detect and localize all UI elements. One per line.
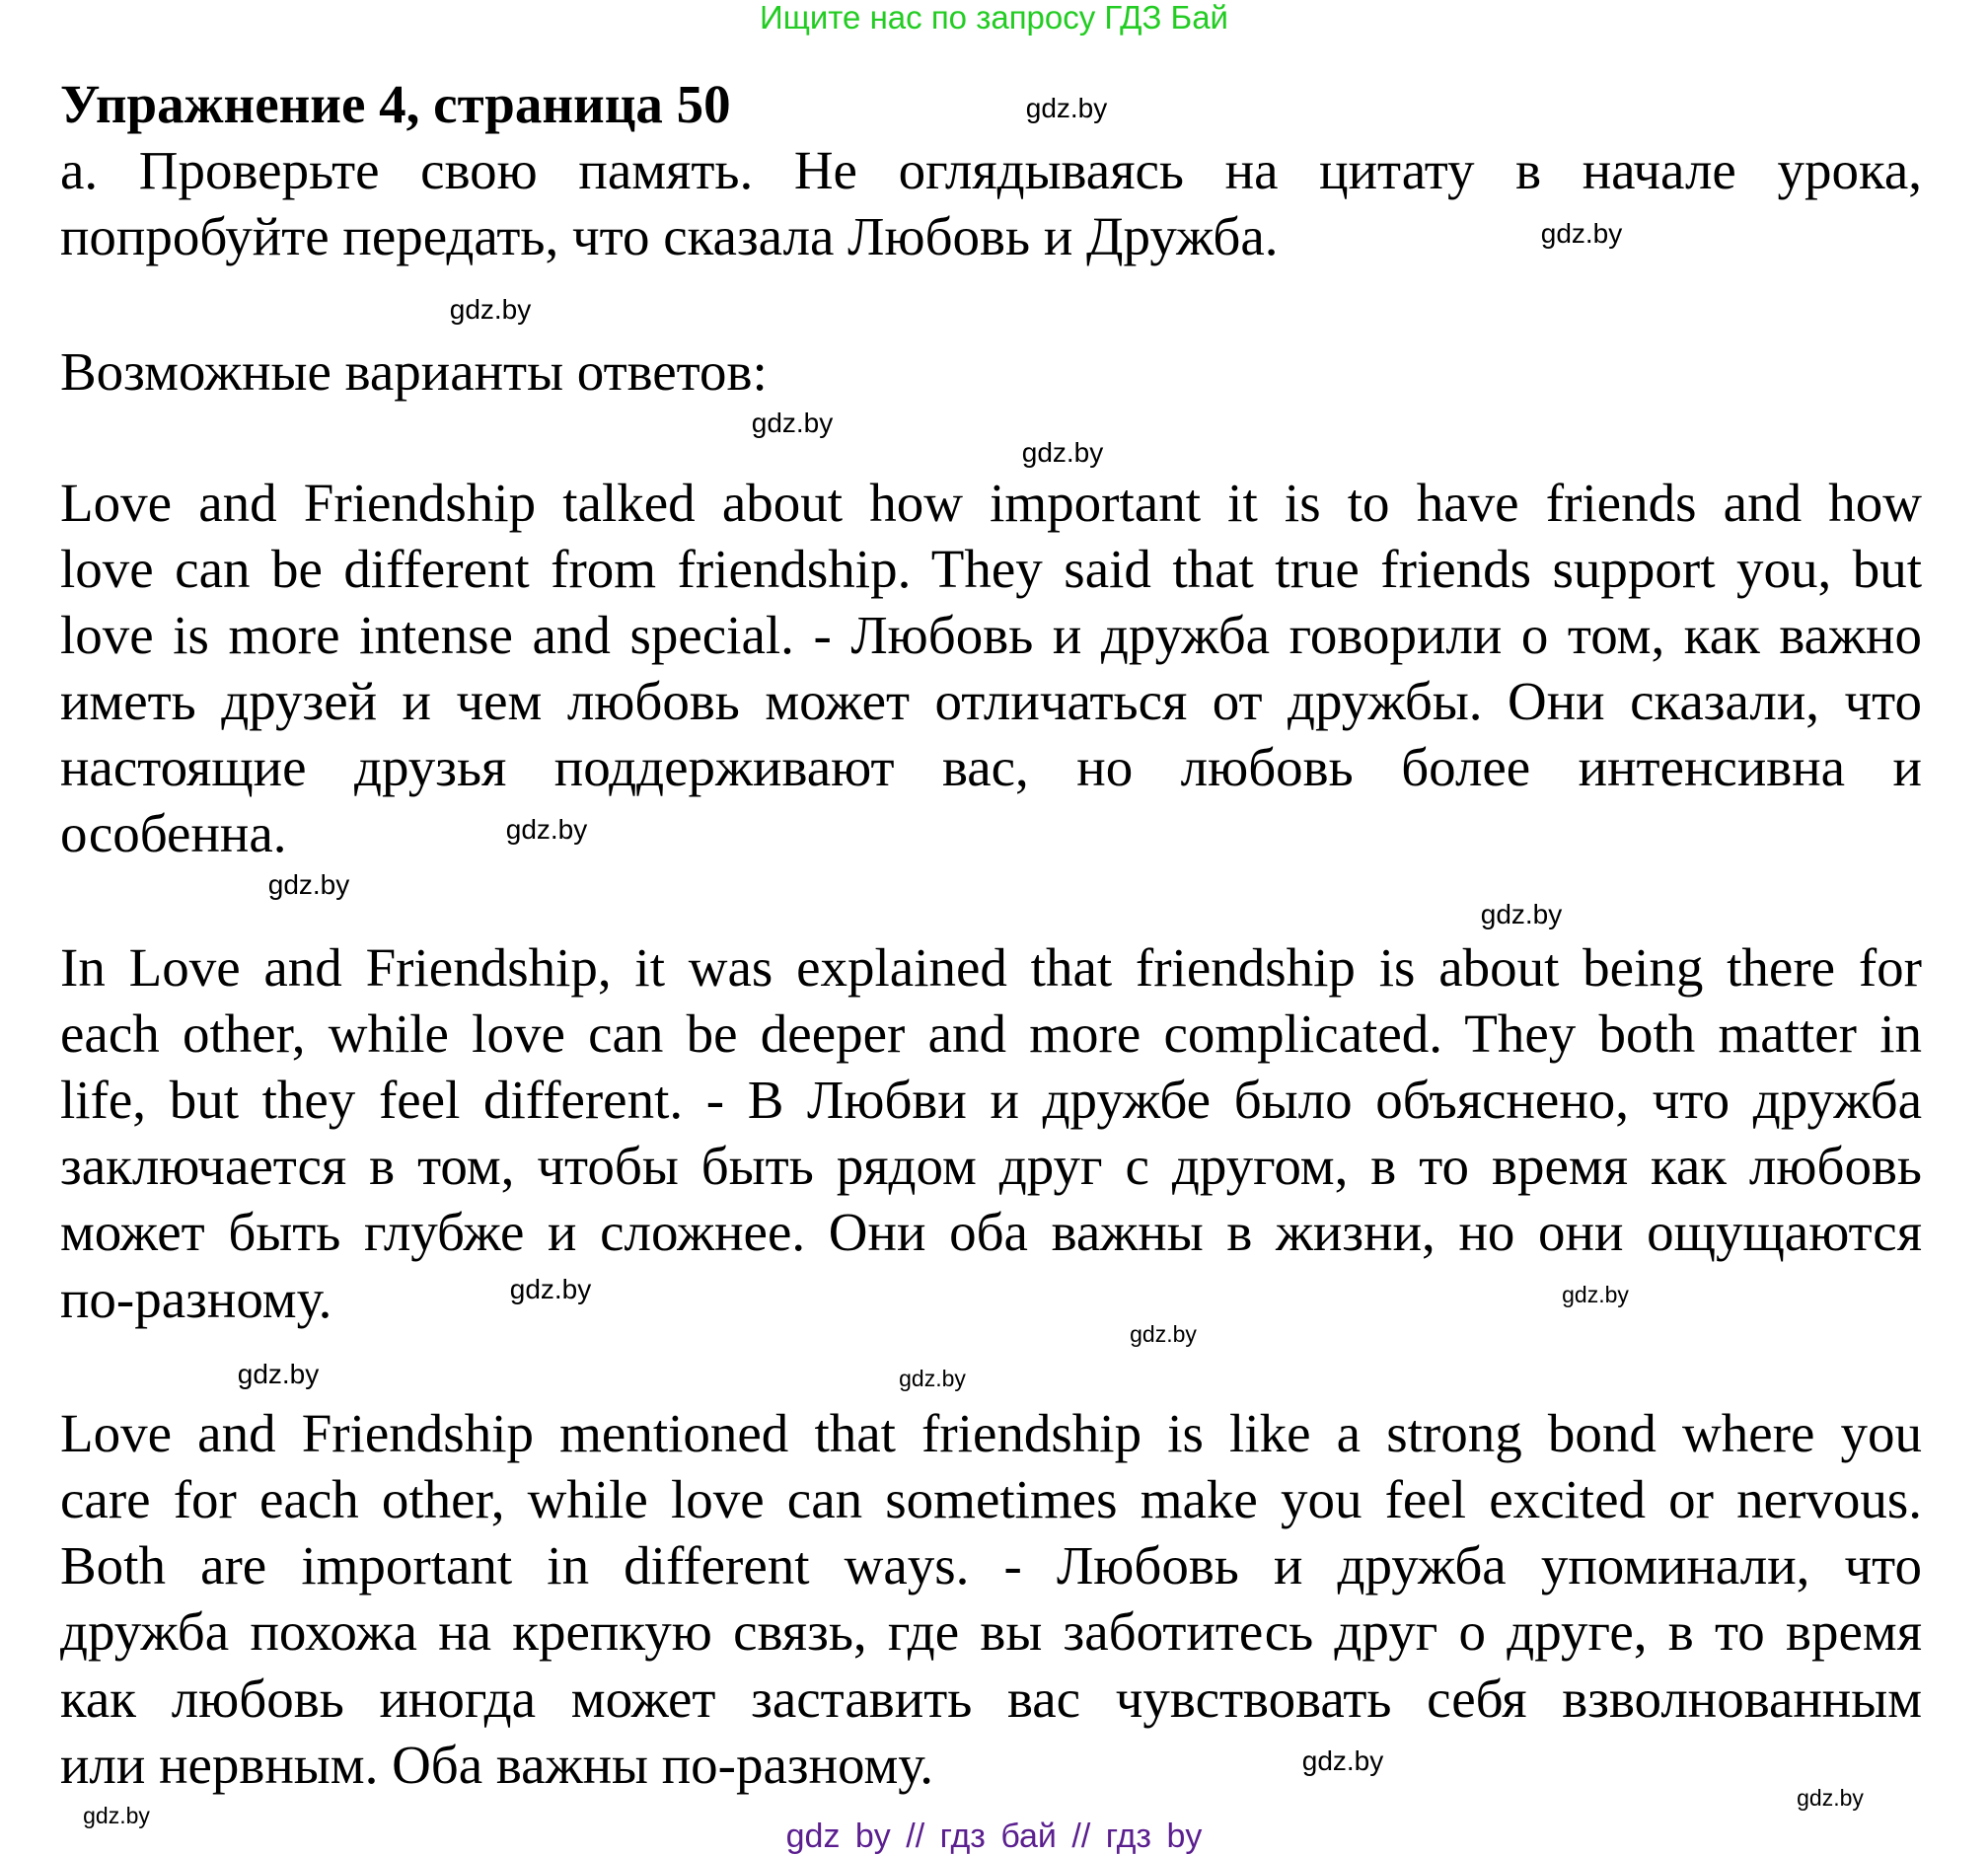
answer3-line: или нервным. Оба важны по-разному.	[60, 1735, 934, 1795]
footer-links: gdz by // гдз бай // гдз by	[785, 1818, 1203, 1855]
watermark: gdz.by	[899, 1366, 966, 1391]
answer2-line: может быть глубже и сложнее. Они оба важны в жизни, но они ощущаются	[60, 1202, 1922, 1262]
answers-heading: Возможные варианты ответов:	[60, 341, 768, 402]
watermark: gdz.by	[1021, 437, 1104, 468]
answer2-line: In Love and Friendship, it was explained that friendship is about being there for	[60, 937, 1922, 998]
search-banner: Ищите нас по запросу ГДЗ Бай	[760, 0, 1228, 36]
answer3-line: как любовь иногда может заставить вас чувствовать себя взволнованным	[60, 1669, 1922, 1729]
watermark: gdz.by	[1540, 218, 1623, 249]
watermark: gdz.by	[267, 869, 350, 900]
answer2-line: по-разному.	[60, 1269, 332, 1329]
answer1-line: love is more intense and special. - Любовь и дружба говорили о том, как важно	[60, 605, 1922, 665]
answer3-line: Both are important in different ways. - Любовь и дружба упоминали, что	[60, 1535, 1922, 1595]
watermark: gdz.by	[509, 1274, 592, 1304]
answer1-line: настоящие друзья поддерживают вас, но любовь более интенсивна и	[60, 737, 1922, 797]
watermark: gdz.by	[1797, 1785, 1864, 1811]
watermark: gdz.by	[449, 294, 532, 325]
answer1-line: love can be different from friendship. They said that true friends support you, but	[60, 539, 1922, 599]
watermark: gdz.by	[1301, 1745, 1384, 1776]
answer3-line: Love and Friendship mentioned that friendship is like a strong bond where you	[60, 1403, 1922, 1463]
answer1-line: особенна.	[60, 803, 287, 863]
watermark: gdz.by	[505, 814, 588, 845]
answer3-line: care for each other, while love can sometimes make you feel excited or nervous.	[60, 1469, 1922, 1529]
watermark: gdz.by	[237, 1359, 320, 1389]
task-line: a. Проверьте свою память. Не оглядываясь на цитату в начале урока,	[60, 140, 1922, 200]
watermark: gdz.by	[1480, 899, 1563, 929]
answer2-line: each other, while love can be deeper and more complicated. They both matter in	[60, 1003, 1922, 1064]
watermark: gdz.by	[1562, 1282, 1629, 1307]
watermark: gdz.by	[1130, 1321, 1197, 1347]
answer3-line: дружба похожа на крепкую связь, где вы заботитесь друг о друге, в то время	[60, 1601, 1922, 1662]
task-line: попробуйте передать, что сказала Любовь и Дружба.	[60, 206, 1279, 266]
answer1-line: Love and Friendship talked about how important it is to have friends and how	[60, 473, 1922, 533]
answer2-line: life, but they feel different. - В Любви и дружбе было объяснено, что дружба	[60, 1070, 1922, 1130]
exercise-title: Упражнение 4, страница 50	[60, 74, 731, 134]
watermark: gdz.by	[83, 1803, 150, 1828]
watermark: gdz.by	[751, 408, 834, 438]
answer2-line: заключается в том, чтобы быть рядом друг с другом, в то время как любовь	[60, 1136, 1922, 1196]
answer1-line: иметь друзей и чем любовь может отличаться от дружбы. Они сказали, что	[60, 671, 1922, 731]
watermark: gdz.by	[1025, 93, 1108, 123]
